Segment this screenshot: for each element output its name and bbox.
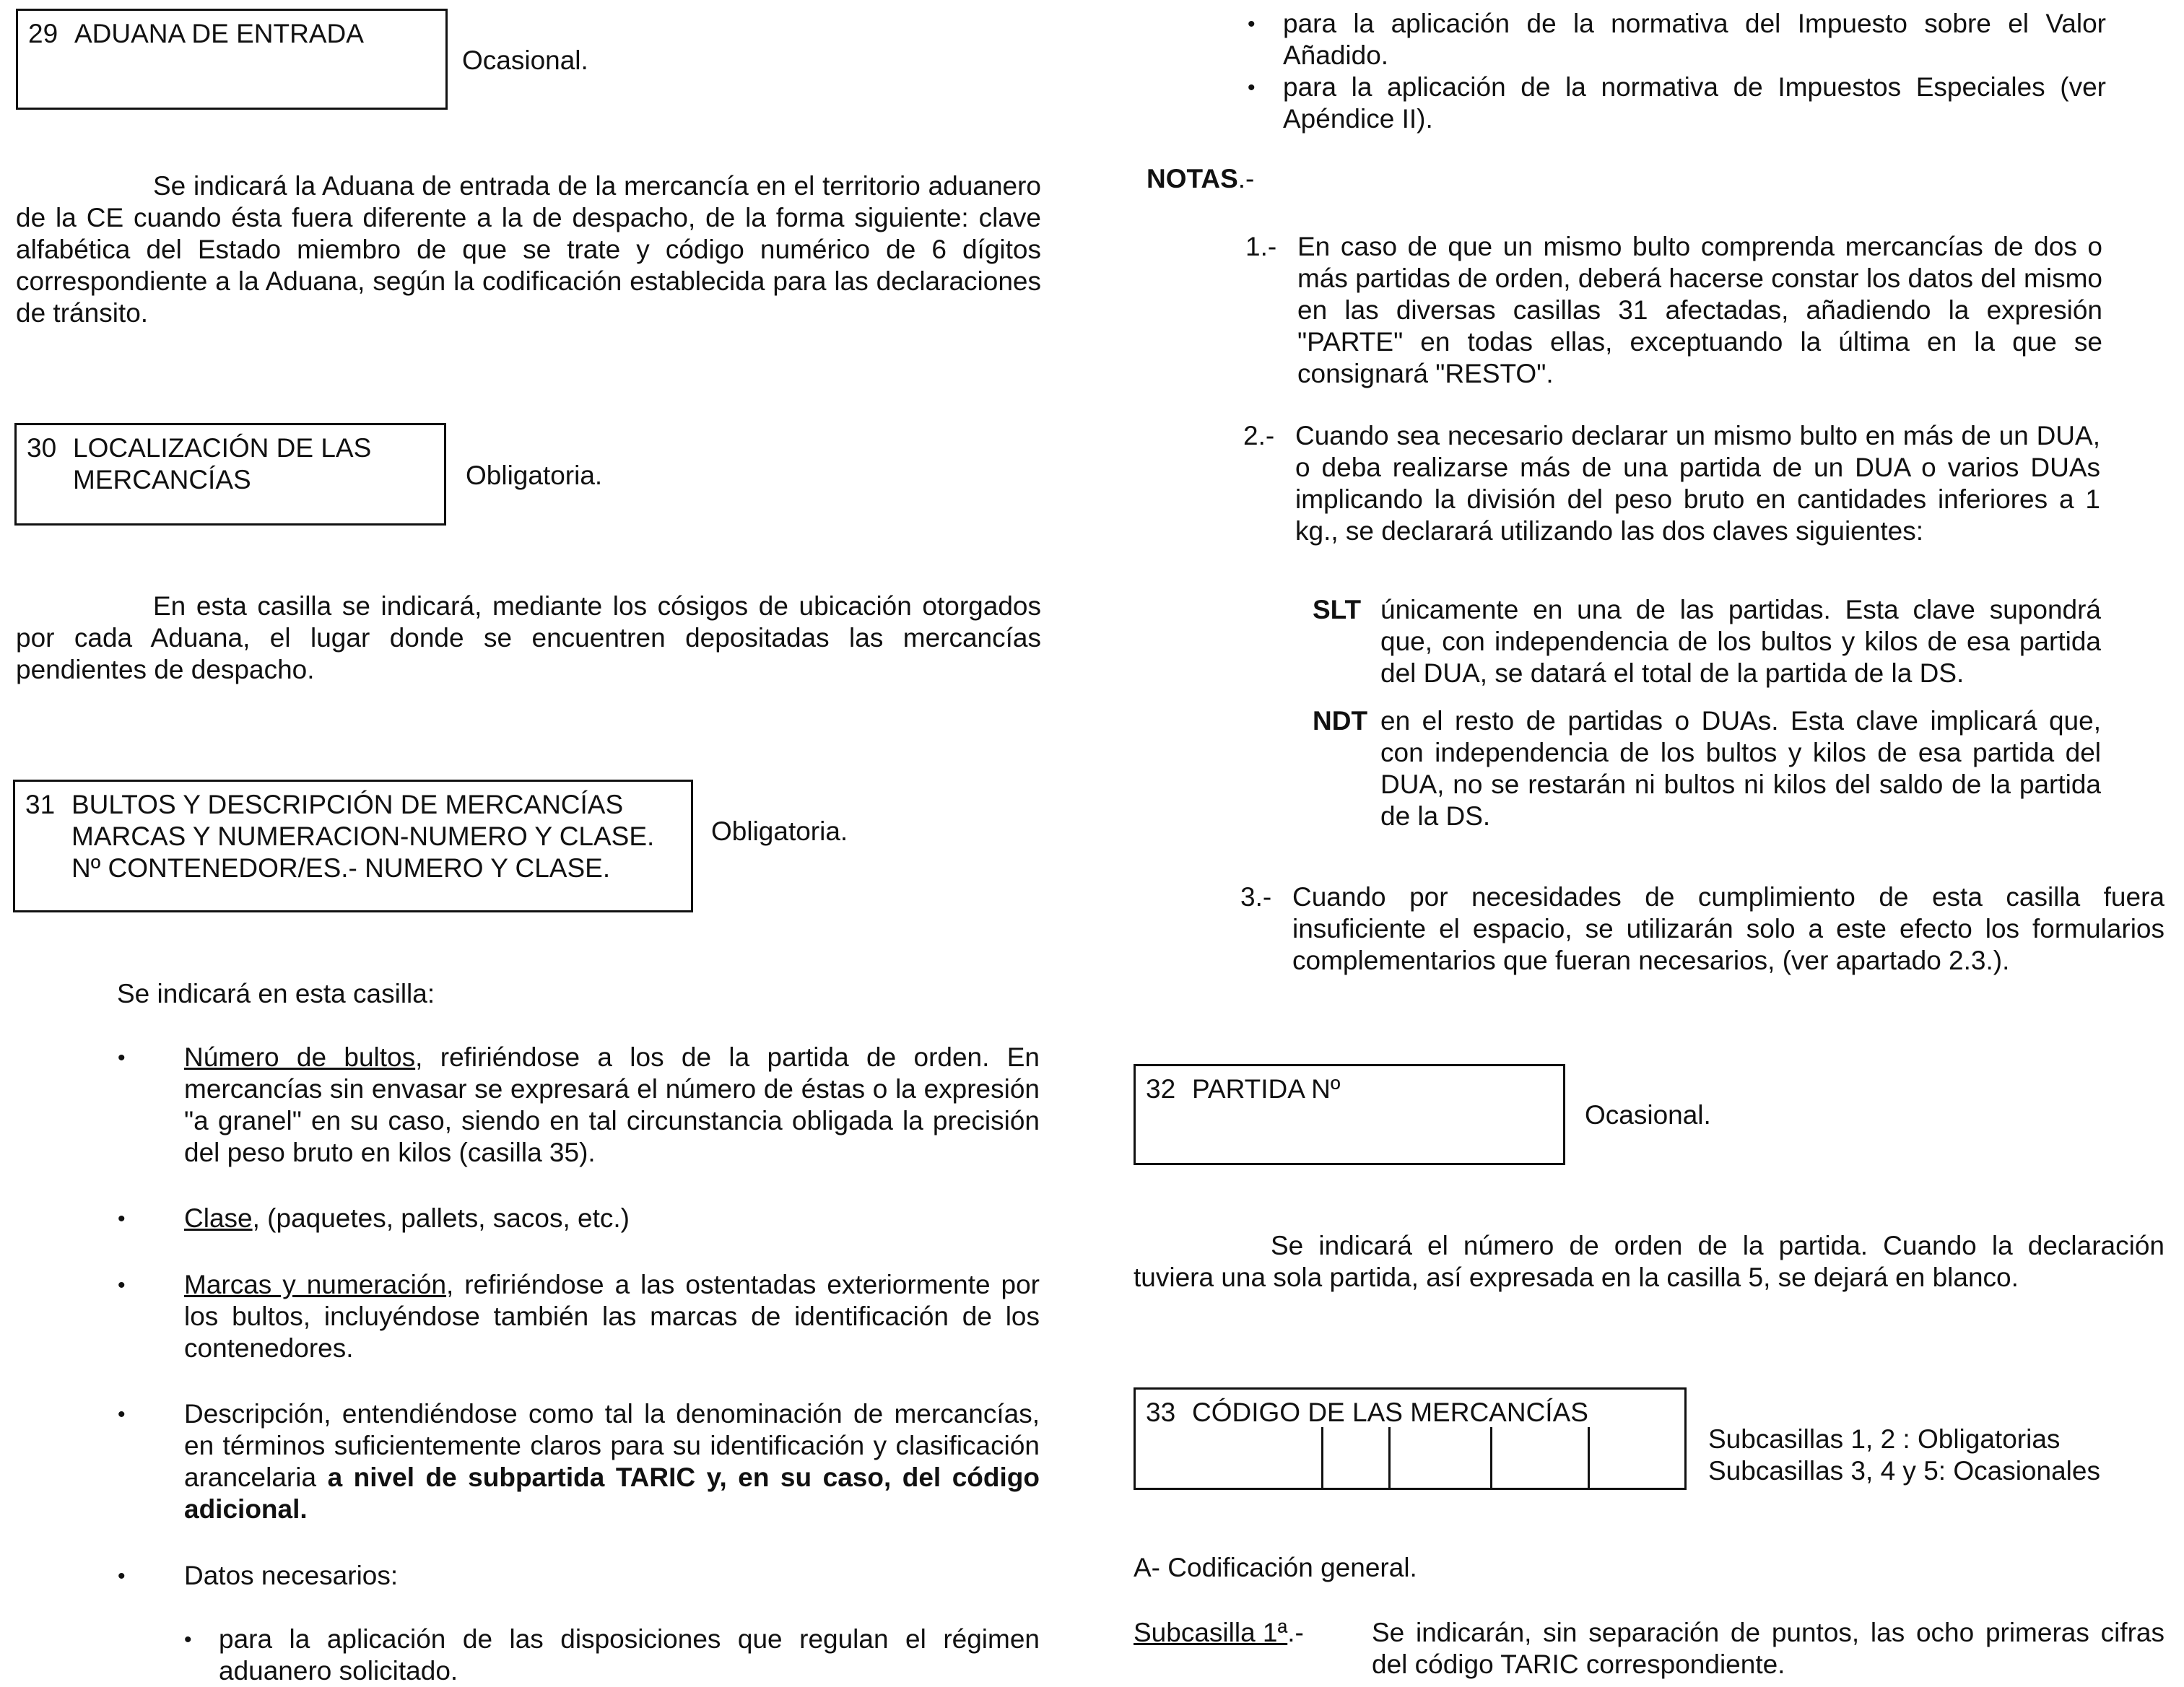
box-32-label — [1146, 1073, 1340, 1105]
bullet-3-glyph: • — [118, 1273, 126, 1297]
box-30-number: 30 — [27, 433, 57, 463]
box-33-subcell-divider — [1388, 1427, 1391, 1488]
bullet-3-text: , refiriéndose a las ostentadas exteriormente por los bultos, incluyéndose también las marcas de identificación de los contenedores. — [184, 1270, 1040, 1363]
box-32 — [1134, 1064, 1565, 1165]
subbullet-3-glyph: • — [1248, 76, 1256, 100]
notes-heading — [1147, 163, 1254, 195]
note-3-number: 3.- — [1240, 882, 1272, 912]
bullet-1-text: , refiriéndose a los de la partida de orden. En mercancías sin envasar se expresará el número de éstas o la expresión "a granel" en su caso, siendo en tal circunstancia obligada la precisión del peso bruto en kilos (casilla 35). — [184, 1042, 1040, 1167]
box-29-status: Ocasional. — [462, 45, 588, 75]
box-32-status: Ocasional. — [1585, 1100, 1711, 1130]
note-1: En caso de que un mismo bulto comprenda mercancías de dos o más partidas de orden, deberá hacerse constar los datos del mismo en las diversas casillas 31 afectadas, añadiendo la expresión "PARTE" en todas ellas, exceptuando la última en la que se consignará "RESTO". — [1297, 232, 2102, 388]
bullet-1 — [184, 1042, 1040, 1169]
box-30-title-line2: MERCANCÍAS — [73, 465, 251, 494]
box-31-title-line3: Nº CONTENEDOR/ES.- NUMERO Y CLASE. — [71, 853, 611, 883]
box-32-number: 32 — [1146, 1074, 1176, 1104]
box-29 — [16, 9, 448, 110]
box-31-label — [25, 789, 654, 884]
bullet-1-term: Número de bultos — [184, 1042, 416, 1072]
key-ndt-text: en el resto de partidas o DUAs. Esta clave implicará que, con independencia de los bultos y kilos de esa partida del DUA, no se restarán ni bultos ni kilos del saldo de la partida de la DS. — [1380, 706, 2101, 831]
subbullet-1: para la aplicación de las disposiciones que regulan el régimen aduanero solicitado. — [219, 1624, 1040, 1686]
box-31-title-line1: BULTOS Y DESCRIPCIÓN DE MERCANCÍAS — [71, 790, 624, 819]
box-30-label — [27, 432, 371, 496]
codification-heading: A- Codificación general. — [1134, 1553, 1417, 1582]
box-33-number: 33 — [1146, 1398, 1176, 1427]
notes-title: NOTAS — [1147, 164, 1238, 193]
subcasilla-label-suffix: .- — [1287, 1618, 1304, 1647]
box-31 — [13, 780, 693, 912]
notes-title-suffix: .- — [1237, 164, 1255, 193]
box-29-number: 29 — [28, 19, 58, 48]
box-33-subcell-divider — [1321, 1427, 1323, 1488]
paragraph-30: En esta casilla se indicará, mediante los cósigos de ubicación otorgados por cada Aduana, el lugar donde se encuentren depositadas las mercancías pendientes de despacho. — [16, 591, 1041, 684]
box-32-title: PARTIDA Nº — [1192, 1074, 1341, 1104]
subbullet-2-glyph: • — [1248, 12, 1256, 36]
key-slt: SLT — [1313, 595, 1362, 624]
bullet-2-term: Clase — [184, 1203, 253, 1233]
note-2: Cuando sea necesario declarar un mismo bulto en más de un DUA, o deba realizarse más de una partida de un DUA o varios DUAs implicando la división del peso bruto en cantidades inferiores a 1 kg., se declarará utilizando las dos claves siguientes: — [1295, 421, 2100, 546]
subcasilla-label-text: Subcasilla 1ª — [1134, 1618, 1288, 1647]
box-30-title-line1: LOCALIZACIÓN DE LAS — [73, 433, 372, 463]
box-29-title: ADUANA DE ENTRADA — [74, 19, 364, 48]
box-33-label — [1146, 1397, 1588, 1429]
bullet-1-glyph: • — [118, 1046, 126, 1070]
paragraph-29: Se indicará la Aduana de entrada de la mercancía en el territorio aduanero de la CE cuando ésta fuera diferente a la de despacho, de la forma siguiente: clave alfabética del Estado miembro de que se trate y código numérico de 6 dígitos correspondiente a la Aduana, según la codificación establecida para las declaraciones de tránsito. — [16, 171, 1041, 328]
paragraph-32: Se indicará el número de orden de la partida. Cuando la declaración tuviera una sola partida, así expresada en la casilla 5, se dejará en blanco. — [1134, 1231, 2165, 1292]
bullet-5: Datos necesarios: — [184, 1561, 399, 1590]
bullet-4 — [184, 1398, 1040, 1525]
box-33-status-1: Subcasillas 1, 2 : Obligatorias — [1708, 1424, 2061, 1454]
subbullet-1-glyph: • — [184, 1628, 192, 1652]
bullet-5-glyph: • — [118, 1564, 126, 1588]
box-29-label — [28, 18, 364, 50]
box-31-number: 31 — [25, 790, 56, 819]
bullet-2 — [184, 1203, 1040, 1234]
box-31-title-line2: MARCAS Y NUMERACION-NUMERO Y CLASE. — [71, 821, 655, 851]
bullet-4-glyph: • — [118, 1403, 126, 1426]
subcasilla-text: Se indicarán, sin separación de puntos, las ocho primeras cifras del código TARIC correspondiente. — [1372, 1618, 2165, 1679]
subbullet-3: para la aplicación de la normativa de Impuestos Especiales (ver Apéndice II). — [1283, 72, 2106, 134]
box-33-subcell-divider — [1490, 1427, 1492, 1488]
note-2-number: 2.- — [1243, 421, 1275, 450]
subbullet-2: para la aplicación de la normativa del Impuesto sobre el Valor Añadido. — [1283, 9, 2106, 70]
note-3: Cuando por necesidades de cumplimiento de esta casilla fuera insuficiente el espacio, se utilizarán solo a este efecto los formularios complementarios que fueran necesarios, (ver apartado 2.3.). — [1292, 882, 2165, 975]
box-33-subcells — [1136, 1427, 1684, 1488]
box-31-status: Obligatoria. — [711, 816, 848, 846]
note-1-number: 1.- — [1245, 232, 1277, 261]
box-30-status: Obligatoria. — [466, 461, 603, 490]
box-33 — [1134, 1387, 1687, 1490]
box-33-subcell-divider — [1588, 1427, 1590, 1488]
subcasilla-label — [1134, 1617, 1304, 1649]
bullet-4-text: Descripción, entendiéndose como tal la denominación de mercancías, en términos suficientemente claros para su identificación y clasificación arancelaria — [184, 1399, 1040, 1492]
box-31-intro: Se indicará en esta casilla: — [117, 979, 435, 1008]
bullet-2-text: , (paquetes, pallets, sacos, etc.) — [252, 1203, 630, 1233]
box-30 — [14, 423, 446, 526]
bullet-3 — [184, 1269, 1040, 1364]
key-ndt: NDT — [1313, 706, 1368, 736]
box-33-title: CÓDIGO DE LAS MERCANCÍAS — [1192, 1398, 1588, 1427]
bullet-3-term: Marcas y numeración — [184, 1270, 447, 1299]
bullet-2-glyph: • — [118, 1207, 126, 1231]
key-slt-text: únicamente en una de las partidas. Esta clave supondrá que, con independencia de los bultos y kilos de esa partida del DUA, se datará el total de la partida de la DS. — [1380, 595, 2101, 688]
box-33-status-2: Subcasillas 3, 4 y 5: Ocasionales — [1708, 1456, 2100, 1486]
bullet-4-bold-text: a nivel de subpartida TARIC y, en su caso, del código adicional. — [184, 1462, 1040, 1524]
